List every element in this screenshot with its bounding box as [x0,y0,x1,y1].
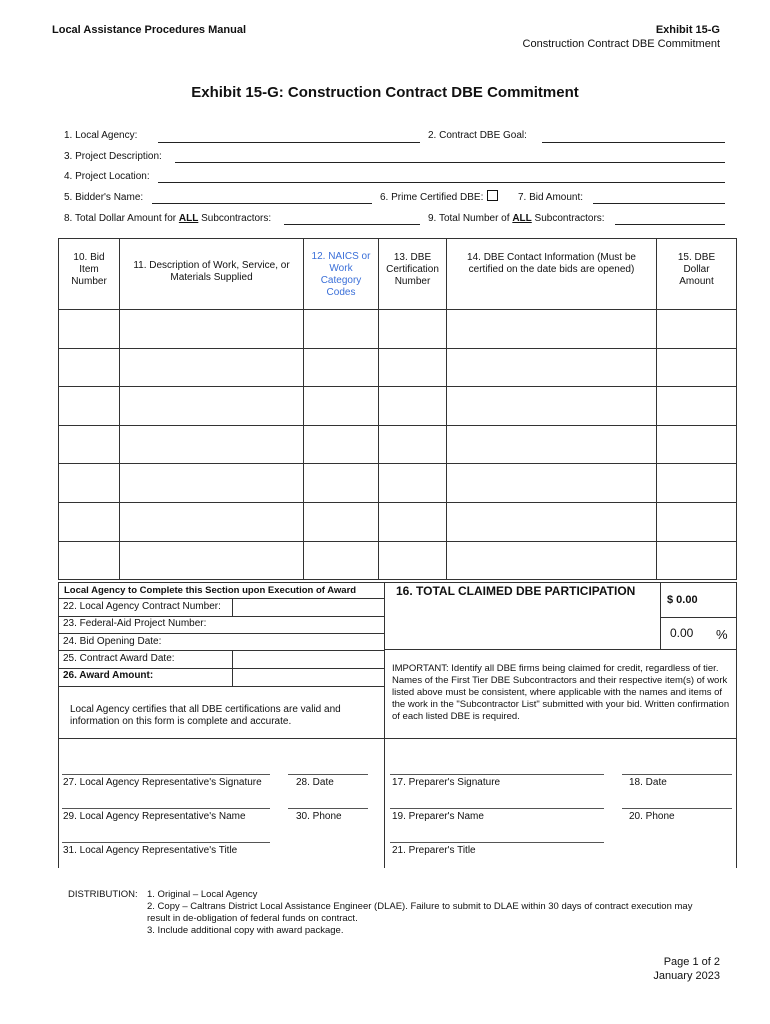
federal-aid-label: 23. Federal-Aid Project Number: [63,618,207,629]
award-section-title: Local Agency to Complete this Section upon Execution of Award [64,585,357,596]
col-contact: 14. DBE Contact Information (Must be certified on the date bids are opened) [447,239,657,310]
prep-title-label: 21. Preparer's Title [392,845,476,856]
table-row [59,502,737,541]
contract-goal-label: 2. Contract DBE Goal: [428,130,527,141]
bid-amount-label: 7. Bid Amount: [518,192,584,203]
total-percent-value: 0.00 [670,626,694,640]
page-title: Exhibit 15-G: Construction Contract DBE Commitment [191,84,579,101]
bid-amount-field[interactable] [593,203,725,204]
total-number-field[interactable] [615,224,725,225]
distribution-label: DISTRIBUTION: [68,889,138,900]
rep-title-label: 31. Local Agency Representative's Title [63,845,238,856]
certify-text: Local Agency certifies that all DBE certifications are valid and information on this form is complete and accurate. [70,704,341,727]
table-row [59,541,737,580]
col-dollar: 15. DBE Dollar Amount [657,239,737,310]
percent-sign: % [716,627,728,642]
phone-20-label: 20. Phone [629,811,675,822]
prep-name-label: 19. Preparer's Name [392,811,484,822]
distribution-item-3: 3. Include additional copy with award package. [147,925,344,936]
project-location-field[interactable] [158,182,725,183]
col-description: 11. Description of Work, Service, or Materials Supplied [120,239,304,310]
prime-certified-label: 6. Prime Certified DBE: [380,190,498,203]
project-description-field[interactable] [175,162,725,163]
table-row [59,310,737,349]
total-dollar-label: 8. Total Dollar Amount for ALL Subcontractors: [64,213,272,224]
table-row [59,464,737,503]
rep-signature-label: 27. Local Agency Representative's Signature [63,777,262,788]
important-note: IMPORTANT: Identify all DBE firms being claimed for credit, regardless of tier. Names of the First Tier DBE Subcontractors and their respective item(s) of work listed above must be consistent, where applicable with the names and items of the work in the "Subcontractor List" submitted with your bid. Written confirmation of each listed DBE is required. [392,663,730,722]
page-number: Page 1 of 2 [663,956,720,968]
footer-date: January 2023 [653,970,720,982]
bidder-name-field[interactable] [152,203,372,204]
col-bid-item: 10. Bid Item Number [59,239,120,310]
bidder-name-label: 5. Bidder's Name: [64,192,144,203]
prep-signature-label: 17. Preparer's Signature [392,777,501,788]
award-amount-label: 26. Award Amount: [63,670,154,681]
project-location-label: 4. Project Location: [64,171,150,182]
prime-certified-checkbox[interactable] [487,190,498,201]
date-18-label: 18. Date [629,777,667,788]
total-title: 16. TOTAL CLAIMED DBE PARTICIPATION [396,584,636,598]
table-row [59,387,737,426]
col-certification: 13. DBE Certification Number [379,239,447,310]
exhibit-number: Exhibit 15-G [655,24,720,36]
table-row [59,425,737,464]
rep-name-label: 29. Local Agency Representative's Name [63,811,246,822]
award-date-label: 25. Contract Award Date: [63,653,175,664]
total-number-label: 9. Total Number of ALL Subcontractors: [428,213,605,224]
total-dollar-value: $ 0.00 [667,594,698,606]
dbe-table [58,238,737,580]
exhibit-subtitle: Construction Contract DBE Commitment [522,38,720,50]
project-description-label: 3. Project Description: [64,151,162,162]
local-agency-field[interactable] [158,142,420,143]
contract-number-label: 22. Local Agency Contract Number: [63,601,221,612]
local-agency-label: 1. Local Agency: [64,130,138,141]
distribution-list [147,889,717,937]
table-row [59,348,737,387]
distribution-item-1: 1. Original – Local Agency [147,889,258,900]
manual-title: Local Assistance Procedures Manual [52,24,246,36]
total-dollar-field[interactable] [284,224,420,225]
contract-goal-field[interactable] [542,142,725,143]
col-naics: 12. NAICS or Work Category Codes [304,239,379,310]
distribution-item-2: 2. Copy – Caltrans District Local Assistance Engineer (DLAE). Failure to submit to DLAE within 30 days of contract execution may result in de-obligation of federal funds on contract. [147,901,693,924]
date-28-label: 28. Date [296,777,334,788]
bid-opening-label: 24. Bid Opening Date: [63,636,162,647]
phone-30-label: 30. Phone [296,811,342,822]
